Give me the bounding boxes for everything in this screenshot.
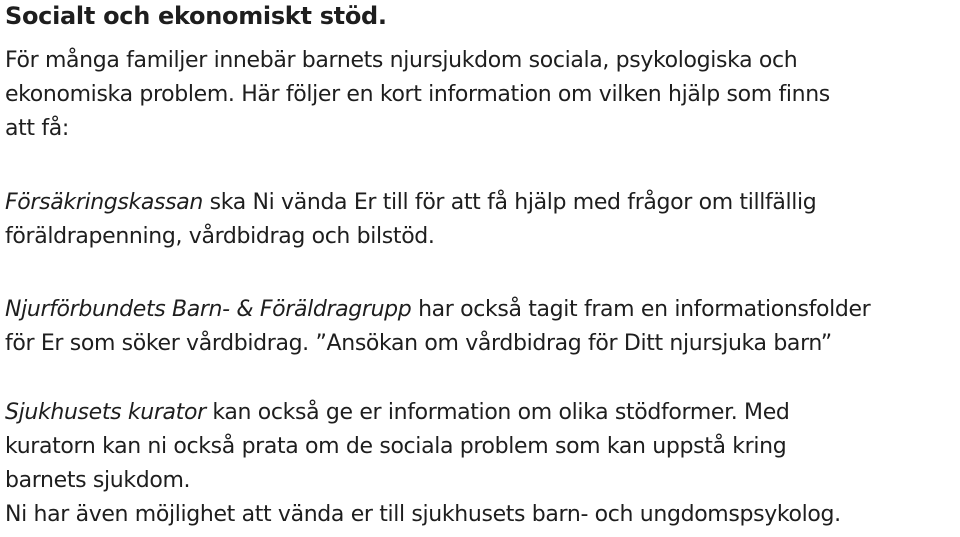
kurator-line-1-text: kan också ge er information om olika stödformer. Med	[205, 400, 790, 425]
njurforbundet-emphasis: Njurförbundets Barn- & Föräldragrupp	[5, 297, 412, 322]
forsakringskassan-line-1	[5, 186, 960, 220]
njurforbundet-line-1-text: har också tagit fram en informationsfolder	[411, 297, 871, 322]
forsakringskassan-line-1-text: ska Ni vända Er till för att få hjälp med frågor om tillfällig	[203, 190, 817, 215]
kurator-line-1	[5, 396, 960, 430]
intro-line-3: att få:	[5, 116, 69, 141]
kurator-line-2: kuratorn kan ni också prata om de sociala problem som kan uppstå kring	[5, 434, 787, 459]
kurator-emphasis: Sjukhusets kurator	[5, 400, 206, 425]
kurator-line-3: barnets sjukdom.	[5, 468, 191, 493]
intro-line-1: För många familjer innebär barnets njursjukdom sociala, psykologiska och	[5, 48, 798, 73]
njurforbundet-paragraph	[5, 293, 960, 361]
kurator-paragraph	[5, 396, 960, 532]
intro-paragraph	[5, 44, 960, 146]
intro-line-2: ekonomiska problem. Här följer en kort information om vilken hjälp som finns	[5, 82, 830, 107]
forsakringskassan-line-2: föräldrapenning, vårdbidrag och bilstöd.	[5, 224, 435, 249]
kurator-line-4: Ni har även möjlighet att vända er till sjukhusets barn- och ungdomspsykolog.	[5, 502, 841, 527]
njurforbundet-line-2: för Er som söker vårdbidrag. ”Ansökan om vårdbidrag för Ditt njursjuka barn”	[5, 331, 832, 356]
njurforbundet-line-1	[5, 293, 960, 327]
forsakringskassan-emphasis: Försäkringskassan	[5, 190, 203, 215]
forsakringskassan-paragraph	[5, 186, 960, 254]
document-heading: Socialt och ekonomiskt stöd.	[5, 2, 387, 30]
